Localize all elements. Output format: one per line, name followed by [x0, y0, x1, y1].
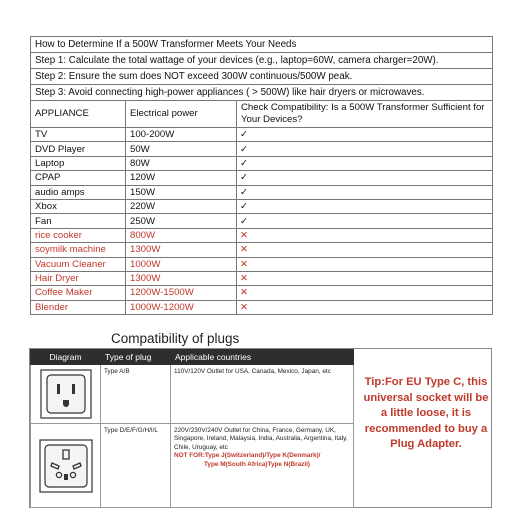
header-power: Electrical power — [126, 101, 237, 128]
cross-mark-icon: ✕ — [237, 300, 493, 314]
step-2-text: Step 2: Ensure the sum does NOT exceed 300W continuous/500W peak. — [31, 69, 493, 85]
appliance-power: 1000W-1200W — [126, 300, 237, 314]
appliance-row — [31, 286, 493, 300]
cross-mark-icon: ✕ — [237, 243, 493, 257]
appliance-power: 1300W — [126, 243, 237, 257]
appliance-name: Laptop — [31, 156, 126, 170]
appliance-row — [31, 243, 493, 257]
header-diagram: Diagram — [31, 350, 101, 365]
appliance-power: 50W — [126, 142, 237, 156]
plug-header-row — [31, 350, 354, 365]
not-for-line-1: NOT FOR:Type J(Switzerland)/Type K(Denmark)/ — [174, 452, 321, 460]
appliance-name: CPAP — [31, 171, 126, 185]
check-mark-icon: ✓ — [237, 142, 493, 156]
appliance-power: 1200W-1500W — [126, 286, 237, 300]
not-for-line-2: Type M(South Africa)Type N(Brazil) — [204, 460, 311, 468]
cross-mark-icon: ✕ — [237, 286, 493, 300]
socket-type-ab-icon — [40, 369, 92, 419]
appliance-power: 80W — [126, 156, 237, 170]
appliance-row — [31, 142, 493, 156]
plug-countries-ab: 110V/120V Outlet for USA, Canada, Mexico, Japan, etc — [171, 365, 354, 424]
appliance-row — [31, 128, 493, 142]
cross-mark-icon: ✕ — [237, 271, 493, 285]
plug-type-universal: Type D/E/F/G/H/I/L — [101, 424, 171, 508]
plug-row-universal — [31, 424, 354, 508]
plug-section-title: Compatibility of plugs — [111, 331, 240, 346]
appliance-row — [31, 214, 493, 228]
appliance-name: Blender — [31, 300, 126, 314]
appliance-power: 120W — [126, 171, 237, 185]
appliance-power: 250W — [126, 214, 237, 228]
check-mark-icon: ✓ — [237, 171, 493, 185]
socket-universal-icon — [39, 439, 93, 493]
cross-mark-icon: ✕ — [237, 228, 493, 242]
appliance-name: soymilk machine — [31, 243, 126, 257]
appliance-row — [31, 171, 493, 185]
appliance-name: Fan — [31, 214, 126, 228]
appliance-row — [31, 300, 493, 314]
guide-title: How to Determine If a 500W Transformer Meets Your Needs — [31, 37, 493, 53]
guide-title-row — [31, 37, 493, 53]
header-check: Check Compatibility: Is a 500W Transformer Sufficient for Your Devices? — [237, 101, 493, 128]
appliance-name: DVD Player — [31, 142, 126, 156]
step-3-row — [31, 85, 493, 101]
appliance-row — [31, 156, 493, 170]
appliance-row — [31, 228, 493, 242]
appliance-name: Vacuum Cleaner — [31, 257, 126, 271]
step-2-row — [31, 69, 493, 85]
appliance-name: audio amps — [31, 185, 126, 199]
header-countries: Applicable countries — [171, 350, 354, 365]
appliance-power: 1000W — [126, 257, 237, 271]
step-1-text: Step 1: Calculate the total wattage of your devices (e.g., laptop=60W, camera charger=20W). — [31, 53, 493, 69]
step-3-text: Step 3: Avoid connecting high-power appliances ( > 500W) like hair dryers or microwaves. — [31, 85, 493, 101]
cross-mark-icon: ✕ — [237, 257, 493, 271]
diagram-cell-universal — [31, 424, 101, 508]
plug-row-ab — [31, 365, 354, 424]
header-appliance: APPLIANCE — [31, 101, 126, 128]
appliance-power: 800W — [126, 228, 237, 242]
appliance-name: Xbox — [31, 199, 126, 213]
appliance-power: 150W — [126, 185, 237, 199]
check-mark-icon: ✓ — [237, 185, 493, 199]
appliance-row — [31, 185, 493, 199]
appliance-row — [31, 257, 493, 271]
check-mark-icon: ✓ — [237, 156, 493, 170]
plug-table — [30, 349, 354, 508]
step-1-row — [31, 53, 493, 69]
diagram-cell-ab — [31, 365, 101, 424]
guide-header-row — [31, 101, 493, 128]
appliance-power: 220W — [126, 199, 237, 213]
check-mark-icon: ✓ — [237, 128, 493, 142]
check-mark-icon: ✓ — [237, 214, 493, 228]
plug-countries-universal — [171, 424, 354, 508]
appliance-name: Hair Dryer — [31, 271, 126, 285]
appliance-name: rice cooker — [31, 228, 126, 242]
wattage-guide-table — [30, 36, 493, 315]
plug-panel — [29, 348, 492, 508]
appliance-row — [31, 271, 493, 285]
check-mark-icon: ✓ — [237, 199, 493, 213]
appliance-name: Coffee Maker — [31, 286, 126, 300]
header-plug-type: Type of plug — [101, 350, 171, 365]
countries-universal-text: 220V/230V/240V Outlet for China, France, Germany, UK, Singapore, Ireland, Malaysia, India, Australia, Argentina, Italy, Chile, Uruguay, etc — [174, 427, 348, 451]
appliance-row — [31, 199, 493, 213]
appliance-power: 100-200W — [126, 128, 237, 142]
appliance-name: TV — [31, 128, 126, 142]
guide-body — [31, 37, 493, 315]
plug-adapter-tip: Tip:For EU Type C, this universal socket will be a little loose, it is recommended to buy a Plug Adapter. — [363, 376, 489, 450]
plug-type-ab: Type A/B — [101, 365, 171, 424]
appliance-power: 1300W — [126, 271, 237, 285]
